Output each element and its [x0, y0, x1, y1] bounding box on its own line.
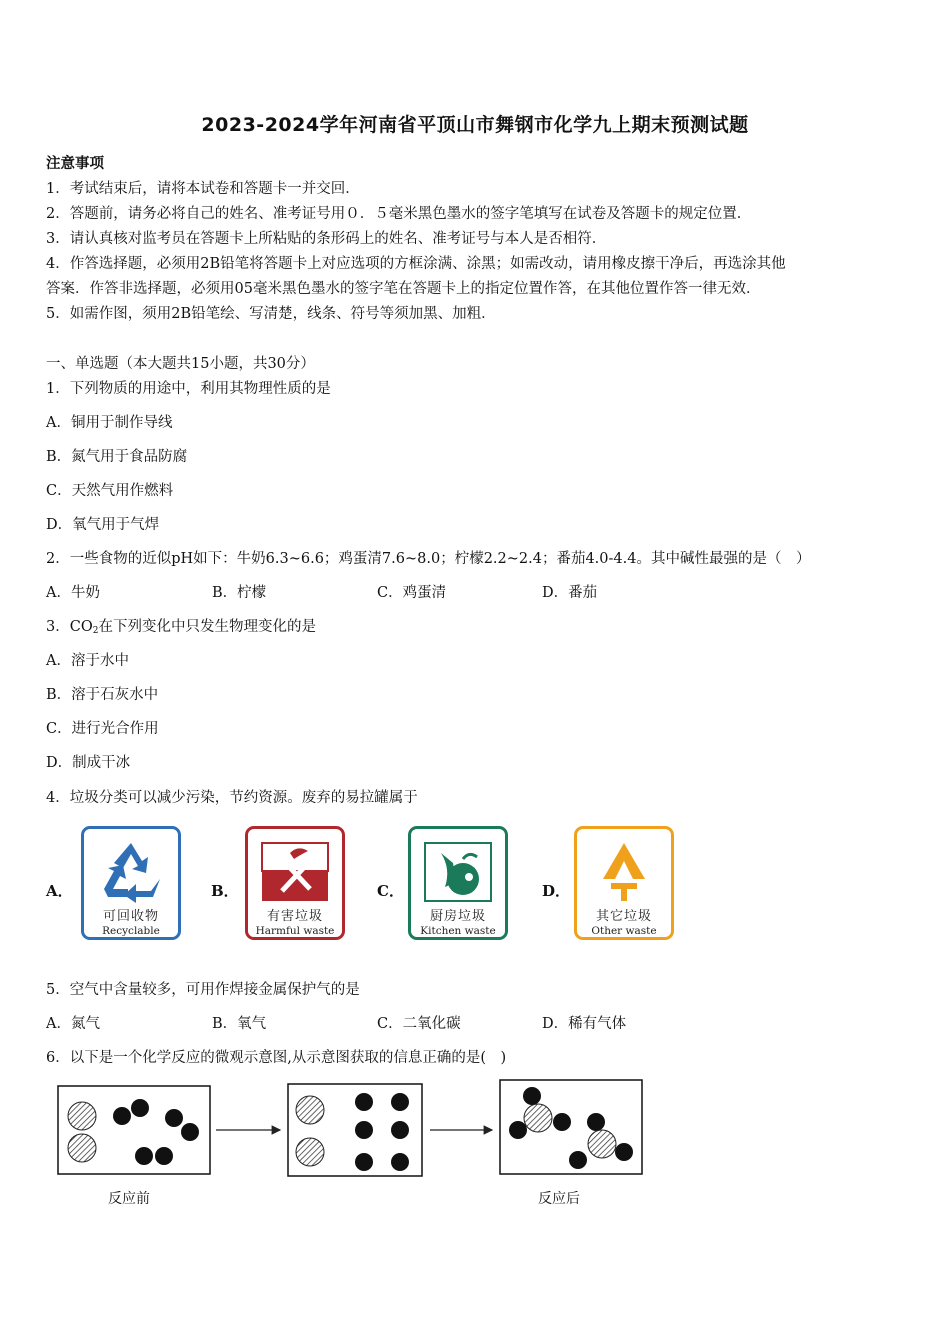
q1-option-b: B．氮气用于食品防腐 — [46, 449, 188, 465]
q2-option-a: A．牛奶 — [46, 585, 100, 601]
q3-option-c: C．进行光合作用 — [46, 721, 159, 737]
other-waste-bin — [574, 826, 674, 940]
q1-option-c: C．天然气用作燃料 — [46, 483, 174, 499]
q4-letter-a: A． — [46, 882, 73, 900]
kitchen-icon — [423, 839, 493, 905]
caption-before: 反应前 — [108, 1191, 150, 1207]
after-reaction-box — [500, 1080, 642, 1174]
q2-option-d: D．番茄 — [542, 585, 598, 601]
question-1-stem: 1．下列物质的用途中，利用其物理性质的是 — [46, 381, 331, 397]
q5-option-a: A．氮气 — [46, 1016, 100, 1032]
bin-label-cn: 可回收物 — [102, 909, 159, 924]
recyclable-bin — [81, 826, 181, 940]
q1-option-d: D．氧气用于气焊 — [46, 517, 160, 533]
recycle-icon — [96, 839, 166, 905]
page-title: 2023-2024学年河南省平顶山市舞钢市化学九上期末预测试题 — [201, 114, 749, 136]
bin-label-cn: 其它垃圾 — [595, 909, 652, 924]
note-item: 3．请认真核对监考员在答题卡上所粘贴的条形码上的姓名、准考证号与本人是否相符． — [46, 231, 607, 247]
bin-label-cn: 有害垃圾 — [266, 909, 323, 924]
before-reaction-box — [58, 1086, 210, 1174]
bin-label-en: Kitchen waste — [420, 925, 496, 937]
note-item: 答案．作答非选择题，必须用05毫米黑色墨水的签字笔在答题卡上的指定位置作答，在其他位置作答一律无效． — [46, 281, 761, 297]
bin-label-cn: 厨房垃圾 — [429, 909, 486, 924]
q5-option-d: D．稀有气体 — [542, 1016, 627, 1032]
q2-option-b: B．柠檬 — [212, 585, 267, 601]
q3-stem-pre: 3．CO — [46, 619, 93, 635]
q2-option-c: C．鸡蛋清 — [377, 585, 447, 601]
q1-option-a: A．铜用于制作导线 — [46, 415, 173, 431]
note-item: 1．考试结束后，请将本试卷和答题卡一并交回． — [46, 181, 360, 197]
note-item: 2．答题前，请务必将自己的姓名、准考证号用０．５毫米黑色墨水的签字笔填写在试卷及答题卡的规定位置． — [46, 206, 752, 222]
q3-stem-post: 在下列变化中只发生物理变化的是 — [98, 619, 316, 635]
waste-bins — [46, 826, 706, 948]
bin-label-en: Recyclable — [102, 925, 160, 937]
bin-label-en: Harmful waste — [255, 925, 335, 937]
kitchen-bin — [408, 826, 508, 940]
q4-letter-b: B． — [211, 882, 239, 900]
question-6-stem: 6．以下是一个化学反应的微观示意图,从示意图获取的信息正确的是( ) — [46, 1050, 507, 1066]
middle-reaction-box — [288, 1084, 422, 1176]
notes-heading: 注意事项 — [46, 155, 104, 172]
bin-label-en: Other waste — [591, 925, 657, 937]
note-item: 4．作答选择题，必须用2B铅笔将答题卡上对应选项的方框涂满、涂黑；如需改动，请用橡皮擦干净后，再选涂其他 — [46, 256, 786, 272]
question-5-stem: 5．空气中含量较多，可用作焊接金属保护气的是 — [46, 982, 360, 998]
harmful-bin — [245, 826, 345, 940]
q5-option-c: C．二氧化碳 — [377, 1016, 461, 1032]
q3-option-b: B．溶于石灰水中 — [46, 687, 159, 703]
q2-options — [46, 581, 746, 601]
other-waste-icon — [589, 839, 659, 905]
q3-option-d: D．制成干冰 — [46, 755, 131, 771]
q4-letter-d: D． — [542, 882, 571, 900]
harmful-icon — [260, 839, 330, 905]
q5-options — [46, 1012, 746, 1032]
question-3-stem — [46, 615, 316, 636]
section-heading: 一、单选题（本大题共15小题，共30分） — [46, 356, 315, 372]
note-item: 5．如需作图，须用2B铅笔绘、写清楚，线条、符号等须加黑、加粗． — [46, 306, 496, 322]
q5-option-b: B．氧气 — [212, 1016, 267, 1032]
q4-letter-c: C． — [377, 882, 404, 900]
question-2-stem: 2．一些食物的近似pH如下：牛奶6.3~6.6；鸡蛋清7.6~8.0；柠檬2.2~2.4；番茄4.0-4.4。其中碱性最强的是（ ） — [46, 551, 811, 567]
q3-option-a: A．溶于水中 — [46, 653, 129, 669]
caption-after: 反应后 — [538, 1191, 580, 1207]
question-4-stem: 4．垃圾分类可以减少污染，节约资源。废弃的易拉罐属于 — [46, 790, 418, 806]
q3-stem-subscript: 2 — [92, 626, 99, 636]
